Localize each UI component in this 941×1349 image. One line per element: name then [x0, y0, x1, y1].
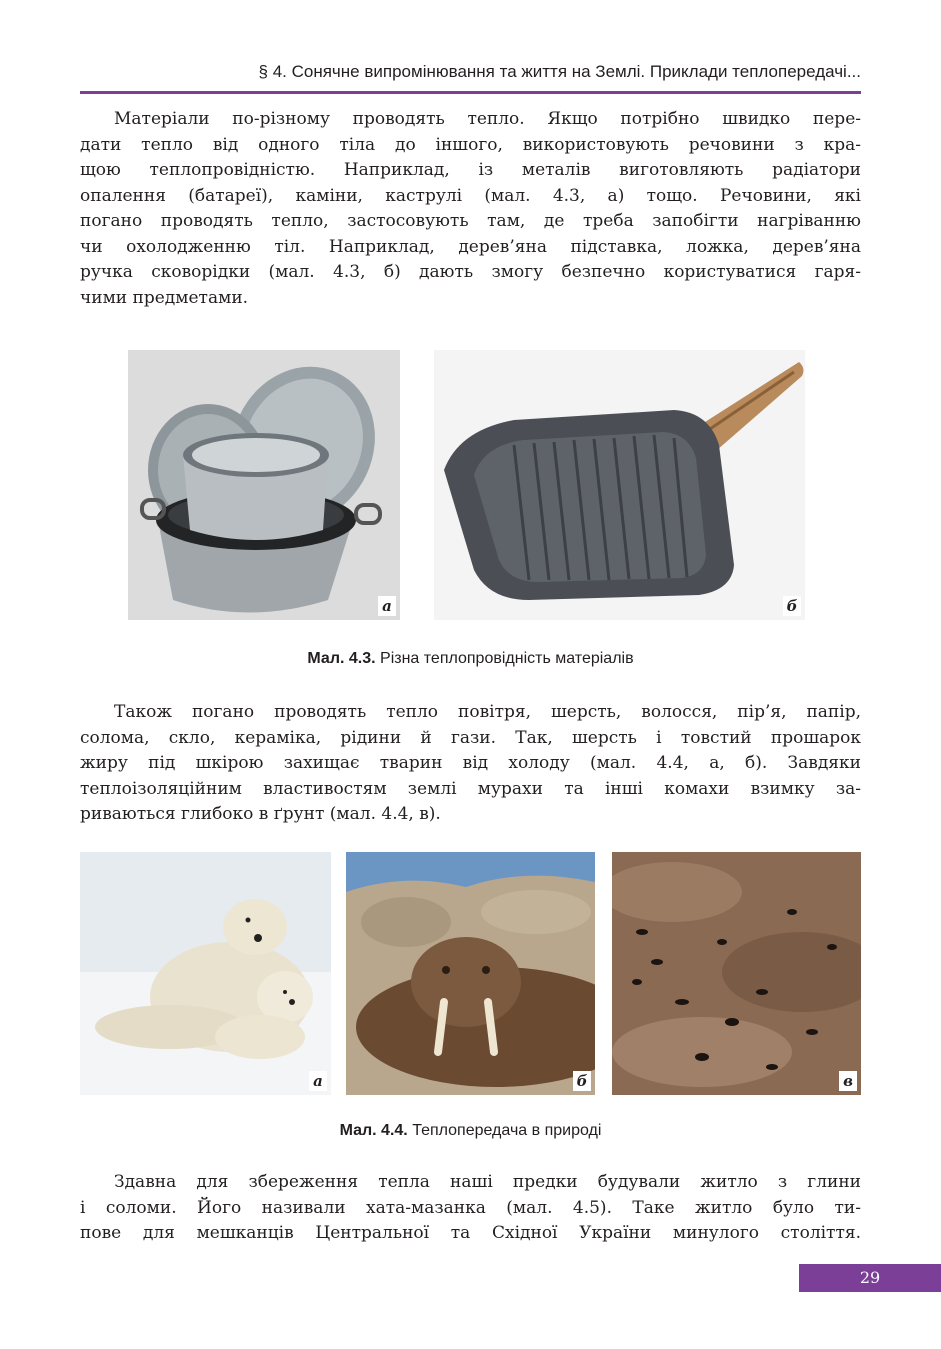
text-line: Також погано проводять тепло повітря, шерсть, волосся, пір’я, папір,	[114, 702, 861, 722]
text-line: дати тепло від одного тіла до іншого, використовують речовини з кра-	[80, 134, 861, 155]
paragraph-1	[80, 107, 861, 311]
polar-bears-image	[80, 852, 331, 1095]
metal-pots-image	[128, 350, 400, 620]
text-line: щою теплопровідністю. Наприклад, із металів виготовляють радіатори	[80, 160, 861, 180]
figure-label-c: в	[839, 1071, 857, 1091]
header-rule	[80, 91, 861, 94]
grill-pan-image	[434, 350, 805, 620]
text-line: чи охолодженню тіл. Наприклад, дерев’яна підставка, ложка, дерев’яна	[80, 236, 861, 257]
caption-number: Мал. 4.4.	[339, 1122, 408, 1139]
figure-4-3-caption	[0, 650, 941, 668]
caption-text: Різна теплопровідність матеріалів	[375, 650, 634, 667]
text-line: Матеріали по-різному проводять тепло. Якщо потрібно швидко пере-	[114, 109, 861, 129]
text-line: погано проводять тепло, застосовують там, де треба запобігти нагріванню	[80, 211, 861, 231]
text-line: Здавна для збереження тепла наші предки будували житло з глини	[114, 1172, 861, 1192]
text-line: жиру під шкірою захищає тварин від холоду (мал. 4.4, а, б). Завдяки	[80, 753, 861, 773]
figure-4-3a-metal-pots	[128, 350, 400, 620]
figure-4-3b-grill-pan	[434, 350, 805, 620]
figure-4-4c-ants	[612, 852, 861, 1095]
figure-label-a: а	[309, 1071, 327, 1091]
text-line: риваються глибоко в ґрунт (мал. 4.4, в).	[80, 804, 441, 824]
figure-label-b: б	[783, 596, 801, 616]
text-line: теплоізоляційним властивостям землі мурахи та інші комахи взимку за-	[80, 778, 861, 799]
figure-label-b: б	[573, 1071, 591, 1091]
figure-4-4b-walrus	[346, 852, 595, 1095]
walrus-image	[346, 852, 595, 1095]
text-line: чими предметами.	[80, 287, 249, 308]
paragraph-3	[80, 1170, 861, 1247]
caption-text: Теплопередача в природі	[407, 1122, 602, 1139]
text-line: і соломи. Його називали хата-мазанка (мал. 4.5). Таке житло було ти-	[80, 1197, 861, 1218]
text-line: пове для мешканців Центральної та Східної України минулого століття.	[80, 1223, 861, 1243]
page-number: 29	[799, 1264, 941, 1292]
figure-4-4a-polar-bears	[80, 852, 331, 1095]
figure-4-4-caption	[0, 1122, 941, 1140]
text-line: ручка сковорідки (мал. 4.3, б) дають змогу безпечно користуватися гаря-	[80, 262, 861, 282]
paragraph-2	[80, 700, 861, 828]
caption-number: Мал. 4.3.	[307, 650, 376, 667]
text-line: опалення (батареї), каміни, каструлі (мал. 4.3, а) тощо. Речовини, які	[80, 185, 861, 206]
text-line: солома, скло, кераміка, рідини й гази. Так, шерсть і товстий прошарок	[80, 727, 861, 748]
ants-image	[612, 852, 861, 1095]
figure-label-a: а	[378, 596, 396, 616]
running-head: § 4. Сонячне випромінювання та життя на Землі. Приклади теплопередачі...	[258, 62, 861, 81]
